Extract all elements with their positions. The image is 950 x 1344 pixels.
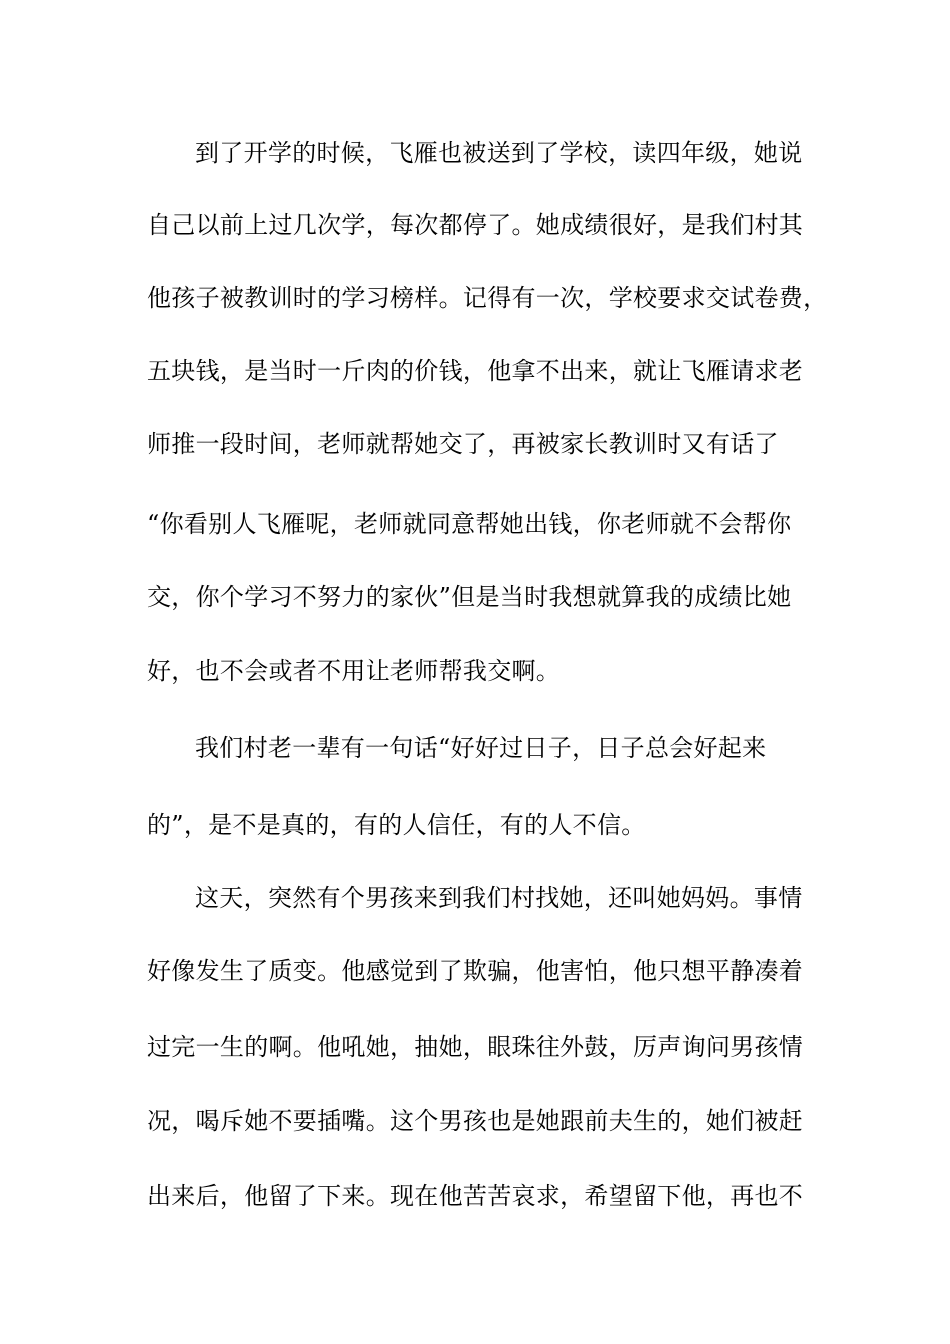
paragraph-1-line-7: 交，你个学习不努力的家伙”但是当时我想就算我的成绩比她: [147, 583, 792, 611]
paragraph-1-line-5: 师推一段时间，老师就帮她交了，再被家长教训时又有话了: [147, 430, 779, 458]
paragraph-1-line-4: 五块钱，是当时一斤肉的价钱，他拿不出来，就让飞雁请求老: [147, 357, 804, 385]
paragraph-3-line-2: 好像发生了质变。他感觉到了欺骗，他害怕，他只想平静凑着: [147, 957, 804, 985]
paragraph-1-line-1: 到了开学的时候，飞雁也被送到了学校，读四年级，她说: [195, 139, 803, 167]
paragraph-3-line-1: 这天，突然有个男孩来到我们村找她，还叫她妈妈。事情: [195, 884, 803, 912]
paragraph-3-line-4: 况，喝斥她不要插嘴。这个男孩也是她跟前夫生的，她们被赶: [147, 1107, 804, 1135]
paragraph-2-line-1: 我们村老一辈有一句话“好好过日子，日子总会好起来: [195, 734, 767, 762]
paragraph-1-line-6: “你看别人飞雁呢，老师就同意帮她出钱，你老师就不会帮你: [147, 510, 792, 538]
paragraph-1-line-3: 他孩子被教训时的学习榜样。记得有一次，学校要求交试卷费，: [147, 284, 828, 312]
paragraph-1-line-2: 自己以前上过几次学，每次都停了。她成绩很好，是我们村其: [147, 211, 804, 239]
paragraph-3-line-3: 过完一生的啊。他吼她，抽她，眼珠往外鼓，厉声询问男孩情: [147, 1033, 804, 1061]
paragraph-1-line-8: 好，也不会或者不用让老师帮我交啊。: [147, 657, 561, 685]
paragraph-2-line-2: 的”，是不是真的，有的人信任，有的人不信。: [147, 811, 646, 839]
paragraph-3-line-5: 出来后，他留了下来。现在他苦苦哀求，希望留下他，再也不: [147, 1182, 804, 1210]
